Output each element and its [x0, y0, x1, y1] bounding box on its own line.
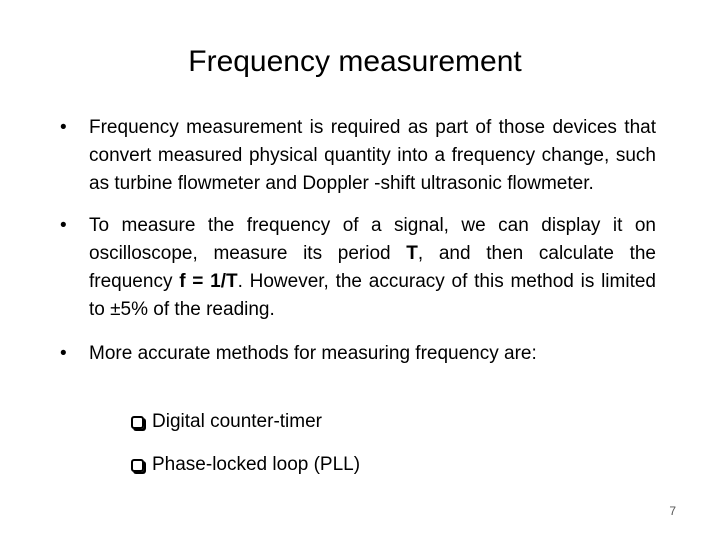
slide-title: Frequency measurement [188, 45, 522, 78]
period-symbol: T [406, 243, 418, 264]
sub-bullet-label: Digital counter-timer [152, 411, 322, 432]
bullet-text: More accurate methods for measuring frequency are: [89, 343, 537, 364]
bullet-list [60, 114, 656, 368]
bullet-item [60, 340, 656, 368]
bullet-text-part: To measure the frequency of a signal, we can display it on oscilloscope, measure its period [89, 215, 656, 264]
bullet-text [89, 215, 656, 320]
bullet-marker: • [60, 343, 67, 364]
page-number: 7 [669, 504, 676, 518]
checkbox-icon [131, 416, 144, 429]
bullet-item [60, 212, 656, 324]
bullet-text: Frequency measurement is required as part of those devices that convert measured physical quantity into a frequency change, such as turbine flowmeter and Doppler -shift ultrasonic flowmeter. [89, 117, 656, 194]
sub-bullet-list [131, 408, 360, 479]
bullet-text-part: . However, the accuracy of this method is limited to ±5% of the reading. [89, 271, 656, 320]
sub-bullet-item [131, 451, 360, 479]
sub-bullet-item [131, 408, 360, 436]
checkbox-icon [131, 459, 144, 472]
frequency-formula: f = 1/T [179, 271, 238, 292]
bullet-marker: • [60, 215, 67, 236]
bullet-item [60, 114, 656, 198]
bullet-text-part: , and then calculate the frequency [89, 243, 656, 292]
bullet-marker: • [60, 117, 67, 138]
sub-bullet-label: Phase-locked loop (PLL) [152, 454, 361, 475]
